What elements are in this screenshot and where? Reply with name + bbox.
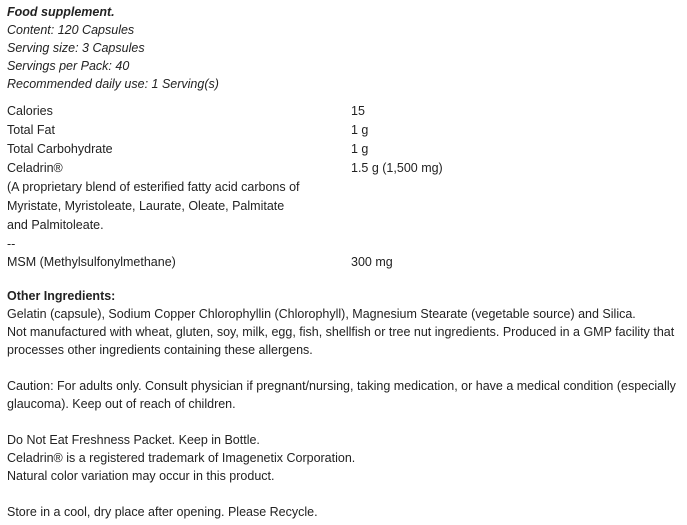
nutrition-value-total-carbohydrate: 1 g — [351, 142, 369, 156]
recommended-use: Recommended daily use: 1 Serving(s) — [7, 77, 219, 91]
trademark-note: Celadrin® is a registered trademark of Imagenetix Corporation. — [7, 451, 356, 465]
nutrition-label-msm: MSM (Methylsulfonylmethane) — [7, 255, 176, 269]
allergen-statement-line: Not manufactured with wheat, gluten, soy, milk, egg, fish, shellfish or tree nut ingredients. Produced in a GMP facility that — [7, 325, 675, 339]
nutrition-value-total-fat: 1 g — [351, 123, 369, 137]
document-title: Food supplement. — [7, 5, 115, 19]
nutrition-label-total-fat: Total Fat — [7, 123, 55, 137]
nutrition-label-total-carbohydrate: Total Carbohydrate — [7, 142, 113, 156]
allergen-statement-line: processes other ingredients containing these allergens. — [7, 343, 313, 357]
blend-description-line: (A proprietary blend of esterified fatty acid carbons of — [7, 180, 300, 194]
caution-line: glaucoma). Keep out of reach of children. — [7, 397, 236, 411]
nutrition-value-celadrin: 1.5 g (1,500 mg) — [351, 161, 443, 175]
blend-description-line: and Palmitoleate. — [7, 218, 104, 232]
other-ingredients-heading: Other Ingredients: — [7, 289, 116, 303]
serving-size: Serving size: 3 Capsules — [7, 41, 145, 55]
nutrition-value-calories: 15 — [351, 104, 365, 118]
servings-per-pack: Servings per Pack: 40 — [7, 59, 130, 73]
other-ingredients-list: Gelatin (capsule), Sodium Copper Chlorophyllin (Chlorophyll), Magnesium Stearate (vegetable source) and Silica. — [7, 307, 636, 321]
color-variation-note: Natural color variation may occur in this product. — [7, 469, 275, 483]
separator-text: -- — [7, 237, 16, 251]
freshness-packet-note: Do Not Eat Freshness Packet. Keep in Bottle. — [7, 433, 260, 447]
blend-description-line: Myristate, Myristoleate, Laurate, Oleate, Palmitate — [7, 199, 285, 213]
caution-line: Caution: For adults only. Consult physician if pregnant/nursing, taking medication, or have a medical condition (especially — [7, 379, 676, 393]
nutrition-value-msm: 300 mg — [351, 255, 393, 269]
nutrition-label-calories: Calories — [7, 104, 53, 118]
nutrition-label-celadrin: Celadrin® — [7, 161, 63, 175]
content-count: Content: 120 Capsules — [7, 23, 135, 37]
storage-instructions: Store in a cool, dry place after opening. Please Recycle. — [7, 505, 318, 519]
